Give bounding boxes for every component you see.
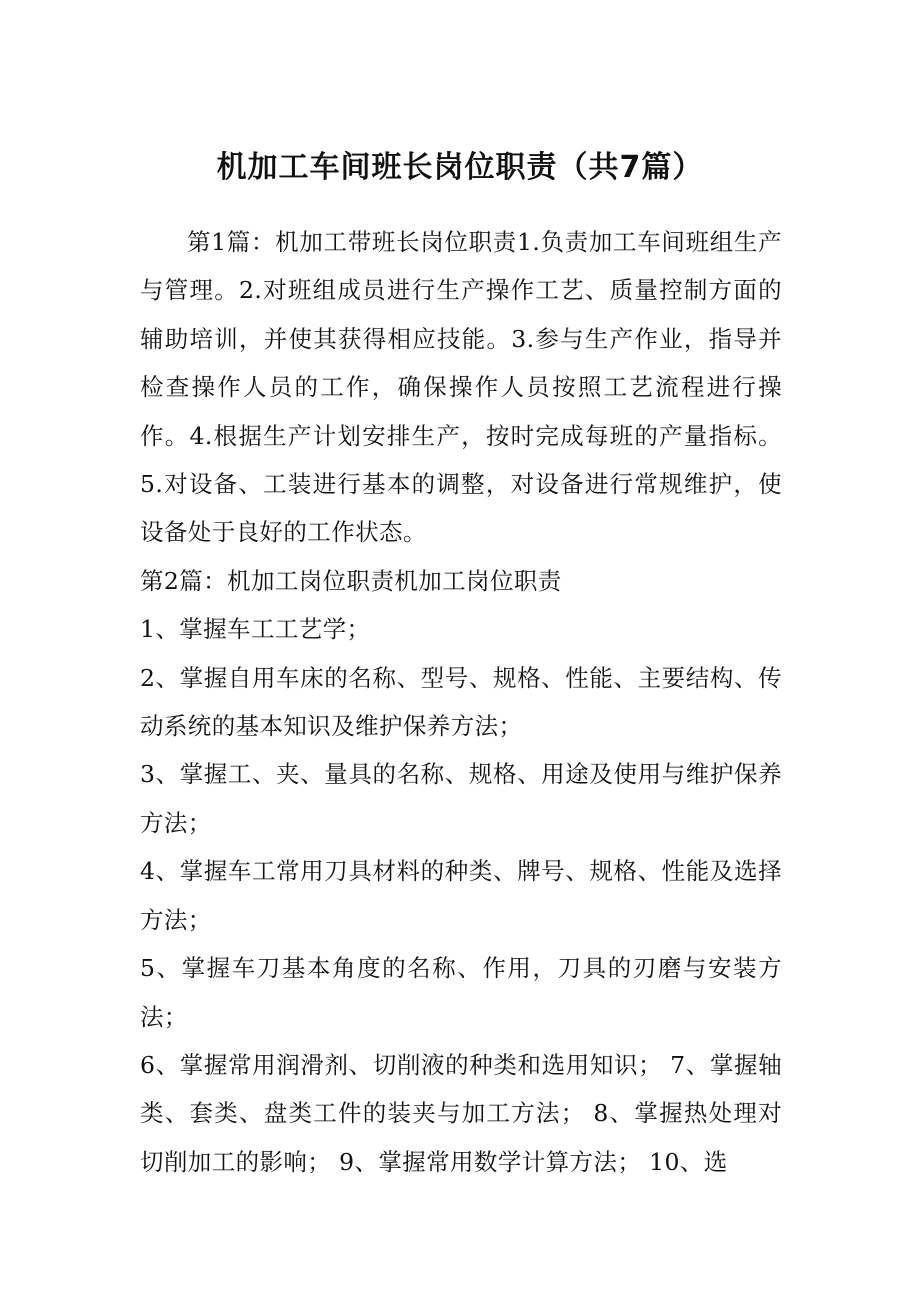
paragraph-part-1: 第1篇：机加工带班长岗位职责1.负责加工车间班组生产与管理。2.对班组成员进行生产操作工艺、质量控制方面的辅助培训，并使其获得相应技能。3.参与生产作业，指导并检查操作人员的工作，确保操作人员按照工艺流程进行操作。4.根据生产计划安排生产，按时完成每班的产量指标。5.对设备、工装进行基本的调整，对设备进行常规维护，使设备处于良好的工作状态。 <box>140 228 782 547</box>
list-item-1: 1、掌握车工工艺学； <box>140 615 371 644</box>
document-body <box>140 218 782 1186</box>
list-item-4: 4、掌握车工常用刀具材料的种类、牌号、规格、性能及选择方法； <box>140 857 782 934</box>
list-item-3: 3、掌握工、夹、量具的名称、规格、用途及使用与维护保养方法； <box>140 760 782 837</box>
list-item-6-onward: 6、掌握常用润滑剂、切削液的种类和选用知识； 7、掌握轴类、套类、盘类工件的装夹与加工方法； 8、掌握热处理对切削加工的影响； 9、掌握常用数学计算方法； 10、选 <box>140 1050 782 1176</box>
document-title: 机加工车间班长岗位职责（共7篇） <box>216 150 704 185</box>
paragraph-part-2-heading: 第2篇：机加工岗位职责机加工岗位职责 <box>140 566 562 595</box>
list-item-2: 2、掌握自用车床的名称、型号、规格、性能、主要结构、传动系统的基本知识及维护保养方法； <box>140 663 782 741</box>
list-item-5: 5、掌握车刀基本角度的名称、作用，刀具的刃磨与安装方法； <box>140 954 782 1031</box>
